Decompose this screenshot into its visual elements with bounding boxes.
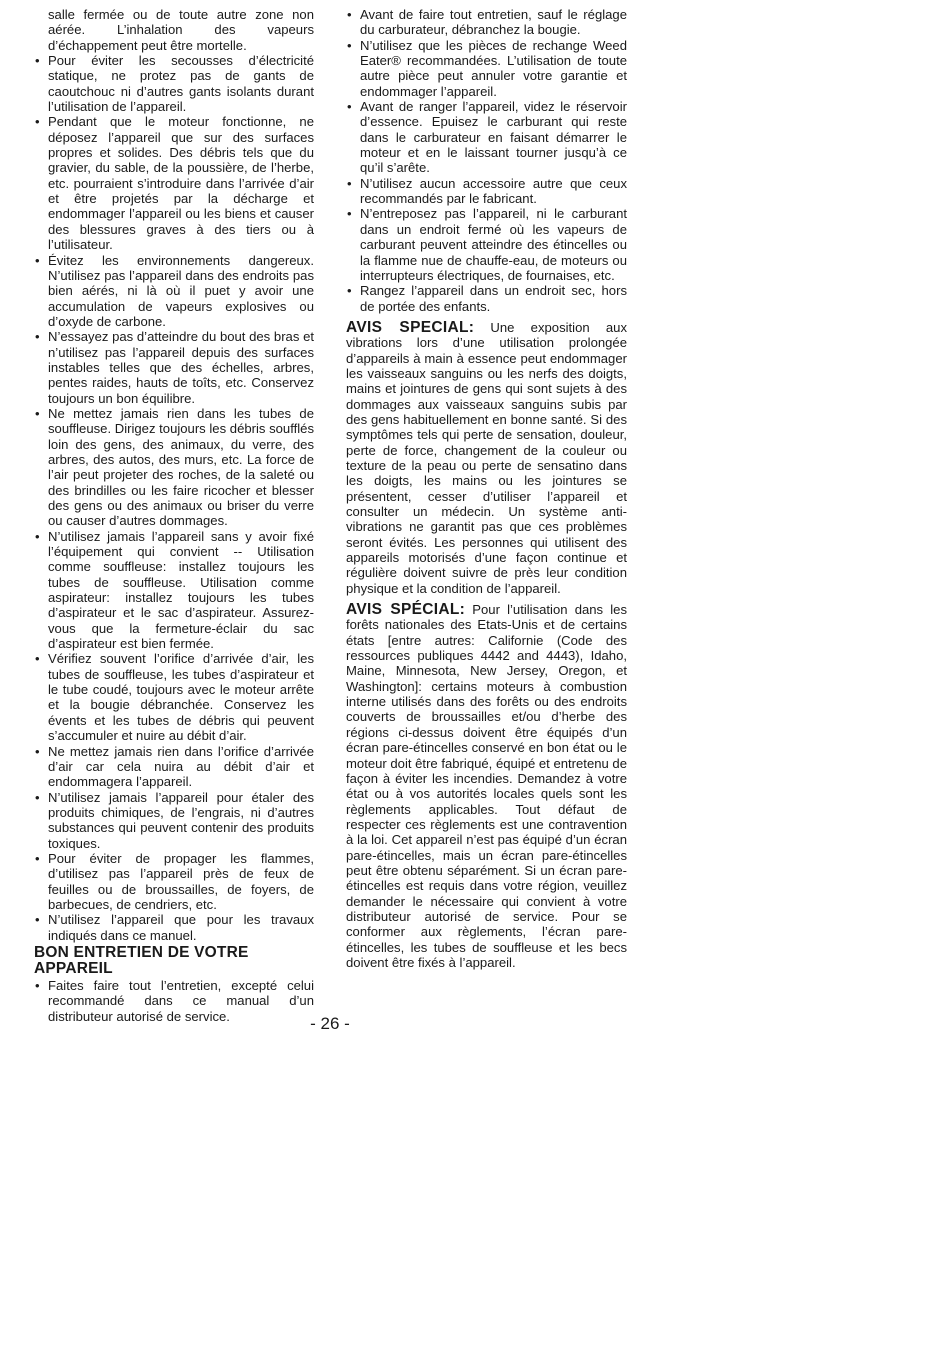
- list-item: • Ne mettez jamais rien dans l’orifice d’arrivée d’air car cela nuira au débit d’air et endommagera l’appareil.: [34, 744, 314, 790]
- maintenance-heading-line: BON ENTRETIEN DE VOTRE: [34, 943, 249, 961]
- list-item: • N’utilisez jamais l’appareil pour étaler des produits chimiques, de l’engrais, ni d’autres substances qui peuvent contenir des produits toxiques.: [34, 790, 314, 851]
- list-item: • Pendant que le moteur fonctionne, ne déposez l’appareil que sur des surfaces propres et solides. Des débris tels que du gravier, du sable, de la poussière, de l’herbe, etc. pourraient s’introduire dans l’arrivée d’air et être projetés par la décharge et endommager l’appareil ou les biens et causer des blessures graves à des tiers ou à l’utilisateur.: [34, 114, 314, 252]
- list-item: • Pour éviter de propager les flammes, d’utilisez pas l’appareil près de feux de feuilles ou de broussailles, de foyers, de barbecues, de cendriers, etc.: [34, 851, 314, 912]
- left-column: [34, 7, 314, 1024]
- list-item: • Faites faire tout l’entretien, excepté celui recommandé dans ce manual d’un distributeur autorisé de service.: [34, 978, 314, 1024]
- notice-text: Pour l’utilisation dans les forêts nationales des Etats-Unis et de certains états [entre autres: Californie (Code des ressources publiques 4442 and 4443), Idaho, Maine, Minnesota, New Jersey, Oregon, et Washington]: certains moteurs à combustion interne utilisés dans des forêts ou des endroits couverts de broussailles et/ou d’herbe des régions ci-dessus doivent être équipés d’un écran pare-étincelles conservé en bon état ou le moteur doit être fabriqué, équipé et entretenu de façon à éviter les incendies. Demandez à votre état ou à vos autorités locales quels sont les règlements applicables. Tout défaut de respecter ces règlements est une contravention à la loi. Cet appareil n’est pas équipé d’un écran pare-étincelles, mais un écran pare-étincelles peut être obtenu séparément. Si un écran pare-étincelles est requis dans votre région, veuillez demander le nécessaire qui convient à votre distributeur autorisé de service. Pour se conformer aux règlements, l’écran pare-étincelles, les tubes de souffleuse et les becs doivent être fixés à l’appareil.: [346, 602, 627, 970]
- notice-label: AVIS SPÉCIAL:: [346, 601, 466, 619]
- maintenance-heading: [34, 945, 314, 978]
- list-item: • N’entreposez pas l’appareil, ni le carburant dans un endroit fermé où les vapeurs de carburant peuvent atteindre des étincelles ou la flamme nue de chauffe-eau, de moteurs ou interrupteurs électriques, de fournaises, etc.: [346, 206, 627, 283]
- list-item: • Avant de faire tout entretien, sauf le réglage du carburateur, débranchez la bougie.: [346, 7, 627, 38]
- list-item: • N’essayez pas d’atteindre du bout des bras et n’utilisez pas l’appareil depuis des surfaces instables telles que des échelles, arbres, pentes raides, hauts de toîts, etc. Conservez toujours un bon équilibre.: [34, 329, 314, 406]
- list-item: • Ne mettez jamais rien dans les tubes de souffleuse. Dirigez toujours les débris soufflés loin des gens, des animaux, du verre, des arbres, des autos, des murs, etc. La force de l’air peut projeter des roches, de la saleté ou des brindilles ou les faire ricocher et blesser des gens ou des animaux ou briser du verre ou causer d’autres dommages.: [34, 406, 314, 529]
- maintenance-bullet-list-continued: [346, 7, 627, 314]
- notice-text: Une exposition aux vibrations lors d’une utilisation prolongée d’appareils à main à essence peut endommager les vaisseaux sanguins ou les nerfs des doigts, mains et jointures de gens qui sont sujets à des dommages aux vaisseaux sanguins subis par des gens habituellement en bonne santé. Si des symptômes tels qui perte de sensation, douleur, perte de force, changement de la couleur ou texture de la peau ou perte de sensatino dans les doigts, les mains ou les jointures se présentent, cesser d’utiliser l’appareil et consulter un médecin. Un système anti-vibrations ne garantit pas que ces problèmes seront évités. Les personnes qui utilisent des appareils motorisés d’une façon continue et régulière doivent suivre de près leur condition physique et la condition de l’appareil.: [346, 319, 627, 596]
- continued-paragraph: salle fermée ou de toute autre zone non aérée. L’inhalation des vapeurs d’échappement peut être mortelle.: [48, 7, 314, 53]
- list-item: • Évitez les environnements dangereux. N’utilisez pas l’appareil dans des endroits pas bien aérés, ni là où il puet y avoir une accumulation de vapeurs explosives ou d’oxyde de carbone.: [34, 253, 314, 330]
- notice-label: AVIS SPECIAL:: [346, 318, 475, 336]
- list-item: • N’utilisez que les pièces de rechange Weed Eater® recommandées. L’utilisation de toute autre pièce peut annuler votre garantie et endommager l’appareil.: [346, 38, 627, 99]
- spark-arrestor-notice: [346, 602, 627, 970]
- list-item: • Vérifiez souvent l’orifice d’arrivée d’air, les tubes de souffleuse, les tubes d’aspirateur et le tube coudé, toujours avec le moteur arrête et la bougie débranchée. Conservez les évents et les tubes de débris qui peuvent s’accumuler et nuire au débit d’air.: [34, 651, 314, 743]
- page-number: - 26 -: [310, 1014, 350, 1033]
- safety-bullet-list: [34, 53, 314, 943]
- right-column: [346, 7, 627, 970]
- maintenance-heading-line: APPAREIL: [34, 960, 113, 978]
- list-item: • N’utilisez aucun accessoire autre que ceux recommandés par le fabricant.: [346, 176, 627, 207]
- list-item: • N’utilisez l’appareil que pour les travaux indiqués dans ce manuel.: [34, 912, 314, 943]
- list-item: • Pour éviter les secousses d’électricité statique, ne protez pas de gants de caoutchouc ni d’autres gants isolants durant l’utilisation de l’appareil.: [34, 53, 314, 114]
- list-item: • N’utilisez jamais l’appareil sans y avoir fixé l’équipement qui convient -- Utilisation comme souffleuse: installez toujours les tubes de souffleuse. Utilisation comme aspirateur: installez toujours les tubes d’aspirateur et le sac d’aspirateur. Assurez-vous que la fermeture-éclair du sac d’aspirateur est bien fermée.: [34, 529, 314, 652]
- list-item: • Rangez l’appareil dans un endroit sec, hors de portée des enfants.: [346, 283, 627, 314]
- list-item: • Avant de ranger l’appareil, videz le réservoir d’essence. Epuisez le carburant qui reste dans le carburateur en faisant démarrer le moteur et en le laissant tourner jusqu’à ce qu’il s’arête.: [346, 99, 627, 176]
- vibration-notice: [346, 320, 627, 596]
